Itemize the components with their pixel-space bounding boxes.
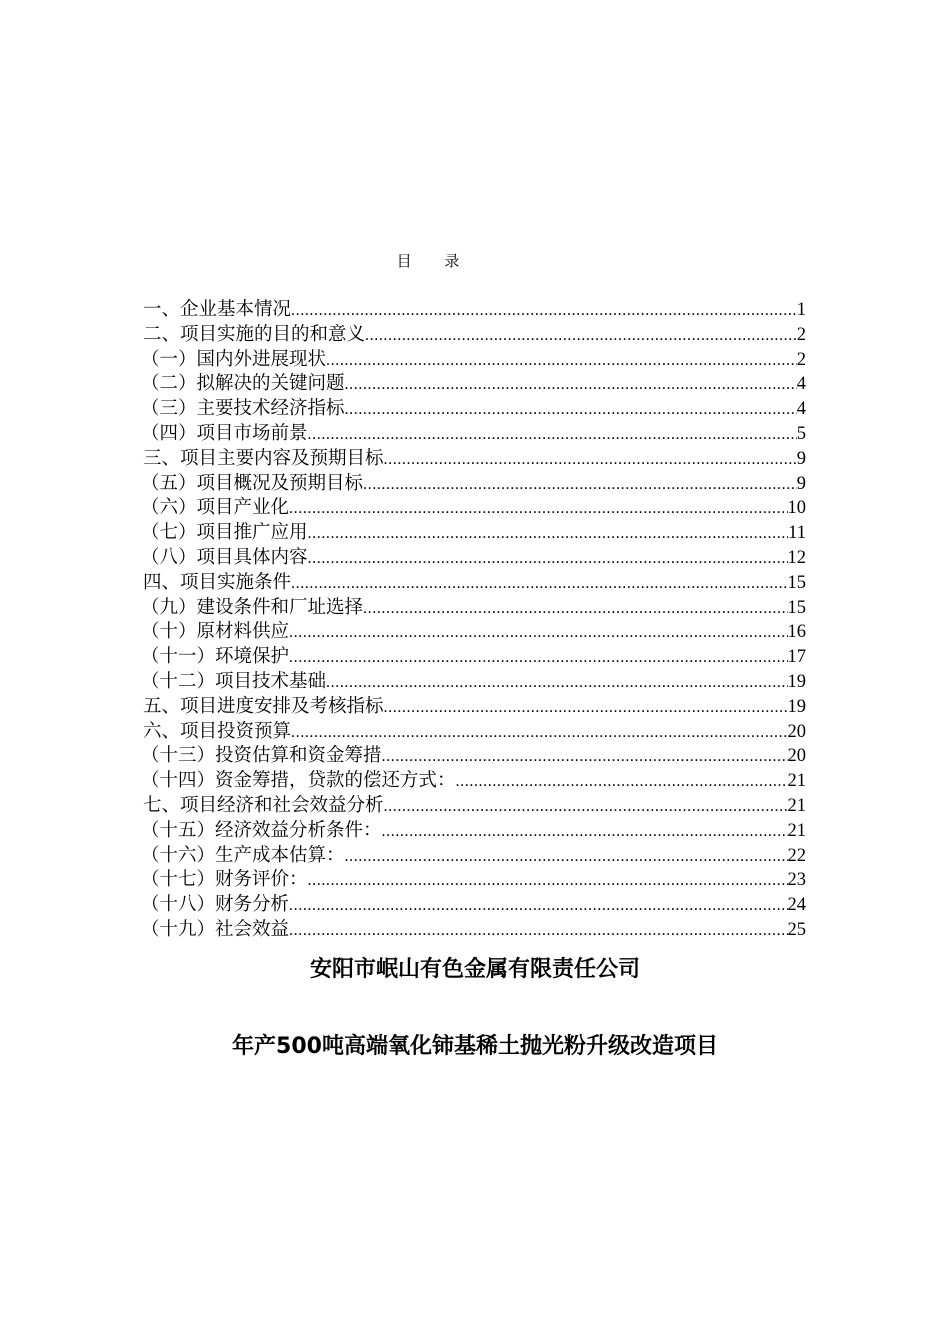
toc-entry-page: 21	[787, 771, 806, 792]
toc-entry-page: 23	[787, 870, 806, 891]
toc-dot-leader	[289, 646, 787, 670]
toc-dot-leader	[382, 820, 788, 844]
toc-entry[interactable]	[143, 695, 806, 720]
toc-entry[interactable]	[141, 372, 806, 397]
toc-entry-page: 22	[787, 845, 806, 866]
toc-entry-label: （十三）投资估算和资金筹措	[141, 745, 382, 767]
toc-entry-page: 5	[796, 423, 806, 444]
toc-entry-label: 一、企业基本情况	[143, 299, 292, 320]
toc-dot-leader	[345, 398, 797, 422]
toc-entry-page: 20	[787, 746, 806, 767]
company-name: 安阳市岷山有色金属有限责任公司	[309, 957, 640, 982]
toc-dot-leader	[382, 745, 788, 769]
toc-entry[interactable]	[143, 447, 806, 472]
toc-dot-leader	[456, 770, 788, 794]
toc-dot-leader	[289, 621, 787, 645]
toc-dot-leader	[289, 919, 787, 943]
toc-entry[interactable]	[143, 794, 806, 819]
toc-entry-label: （九）建设条件和厂址选择	[141, 596, 364, 618]
toc-entry-label: （五）项目概况及预期目标	[141, 472, 364, 494]
toc-dot-leader	[308, 522, 789, 546]
toc-entry[interactable]	[143, 720, 806, 745]
toc-dot-leader	[289, 497, 787, 521]
toc-entry-page: 9	[796, 448, 806, 469]
toc-dot-leader	[363, 597, 787, 621]
toc-entry-label: （六）项目产业化	[141, 497, 290, 519]
toc-entry-page: 1	[796, 300, 806, 320]
toc-entry-label: （十九）社会效益	[141, 918, 290, 940]
toc-entry[interactable]	[141, 645, 806, 670]
toc-entry[interactable]	[141, 844, 806, 869]
toc-dot-leader	[345, 373, 797, 397]
toc-entry-page: 15	[787, 597, 806, 618]
toc-entry[interactable]	[141, 521, 806, 546]
toc-entry[interactable]	[141, 868, 806, 893]
toc-dot-leader	[345, 845, 788, 869]
toc-entry-page: 19	[787, 671, 806, 692]
toc-entry[interactable]	[141, 769, 806, 794]
toc-dot-leader	[291, 572, 787, 596]
toc-dot-leader	[308, 869, 788, 893]
toc-entry-page: 24	[787, 895, 806, 916]
toc-dot-leader	[326, 349, 797, 373]
toc-entry-label: （十七）财务评价：	[141, 869, 308, 891]
toc-dot-leader	[308, 547, 788, 571]
toc-entry-page: 21	[787, 820, 806, 841]
toc-entry-page: 11	[788, 523, 806, 544]
toc-entry-label: （二）拟解决的关键问题	[141, 373, 345, 395]
toc-entry-label: （十五）经济效益分析条件：	[141, 819, 382, 841]
toc-entry-page: 16	[787, 622, 806, 643]
toc-entry-label: 四、项目实施条件	[143, 571, 292, 593]
toc-entry-page: 2	[796, 349, 806, 370]
toc-entry-label: （一）国内外进展现状	[141, 348, 327, 370]
toc-entry[interactable]	[143, 298, 806, 323]
toc-entry-label: （七）项目推广应用	[141, 522, 308, 544]
toc-entry[interactable]	[141, 670, 806, 695]
toc-entry-page: 17	[787, 647, 806, 668]
toc-entry-label: （十八）财务分析	[141, 894, 290, 916]
toc-entry-page: 25	[787, 919, 806, 940]
toc-dot-leader	[384, 696, 788, 720]
toc-entry[interactable]	[143, 323, 806, 348]
table-of-contents	[143, 298, 806, 943]
toc-entry-label: （四）项目市场前景	[141, 422, 308, 444]
toc-entry[interactable]	[141, 918, 806, 943]
toc-entry[interactable]	[141, 422, 806, 447]
toc-entry[interactable]	[141, 620, 806, 645]
toc-dot-leader	[365, 324, 797, 348]
toc-entry[interactable]	[141, 744, 806, 769]
toc-entry-label: （十二）项目技术基础	[141, 670, 327, 692]
toc-dot-leader	[308, 423, 797, 447]
toc-entry-label: 二、项目实施的目的和意义	[143, 323, 366, 345]
toc-dot-leader	[291, 299, 797, 323]
toc-entry-page: 10	[787, 498, 806, 519]
toc-entry-label: （八）项目具体内容	[141, 546, 308, 568]
toc-entry-label: 六、项目投资预算	[143, 720, 292, 742]
toc-entry-page: 15	[787, 572, 806, 593]
toc-entry[interactable]	[141, 893, 806, 918]
toc-entry[interactable]	[141, 596, 806, 621]
toc-entry-page: 12	[787, 547, 806, 568]
toc-entry[interactable]	[141, 819, 806, 844]
toc-entry-page: 21	[787, 795, 806, 816]
toc-entry[interactable]	[141, 496, 806, 521]
toc-entry-label: （三）主要技术经济指标	[141, 398, 345, 420]
toc-dot-leader	[289, 894, 787, 918]
toc-dot-leader	[291, 721, 787, 745]
toc-entry[interactable]	[141, 348, 806, 373]
project-name: 年产500吨高端氧化铈基稀土抛光粉升级改造项目	[232, 1034, 718, 1059]
toc-dot-leader	[326, 671, 787, 695]
toc-entry[interactable]	[141, 546, 806, 571]
toc-entry-label: 七、项目经济和社会效益分析	[143, 794, 384, 816]
toc-entry[interactable]	[141, 472, 806, 497]
toc-dot-leader	[384, 795, 788, 819]
toc-entry-label: （十六）生产成本估算：	[141, 844, 345, 866]
toc-entry-label: （十一）环境保护	[141, 646, 290, 668]
toc-entry-page: 9	[796, 473, 806, 494]
toc-entry-label: 三、项目主要内容及预期目标	[143, 447, 384, 469]
toc-dot-leader	[363, 473, 797, 497]
toc-entry-label: 五、项目进度安排及考核指标	[143, 695, 384, 717]
toc-entry-page: 2	[796, 324, 806, 345]
toc-entry-page: 19	[787, 696, 806, 717]
toc-entry-label: （十四）资金筹措，贷款的偿还方式：	[141, 770, 456, 792]
toc-title: 目 录	[396, 252, 474, 270]
toc-entry-label: （十）原材料供应	[141, 621, 290, 643]
toc-dot-leader	[384, 448, 797, 472]
toc-entry[interactable]	[141, 397, 806, 422]
toc-entry[interactable]	[143, 571, 806, 596]
toc-entry-page: 20	[787, 721, 806, 742]
toc-entry-page: 4	[796, 399, 806, 420]
toc-entry-page: 4	[796, 374, 806, 395]
